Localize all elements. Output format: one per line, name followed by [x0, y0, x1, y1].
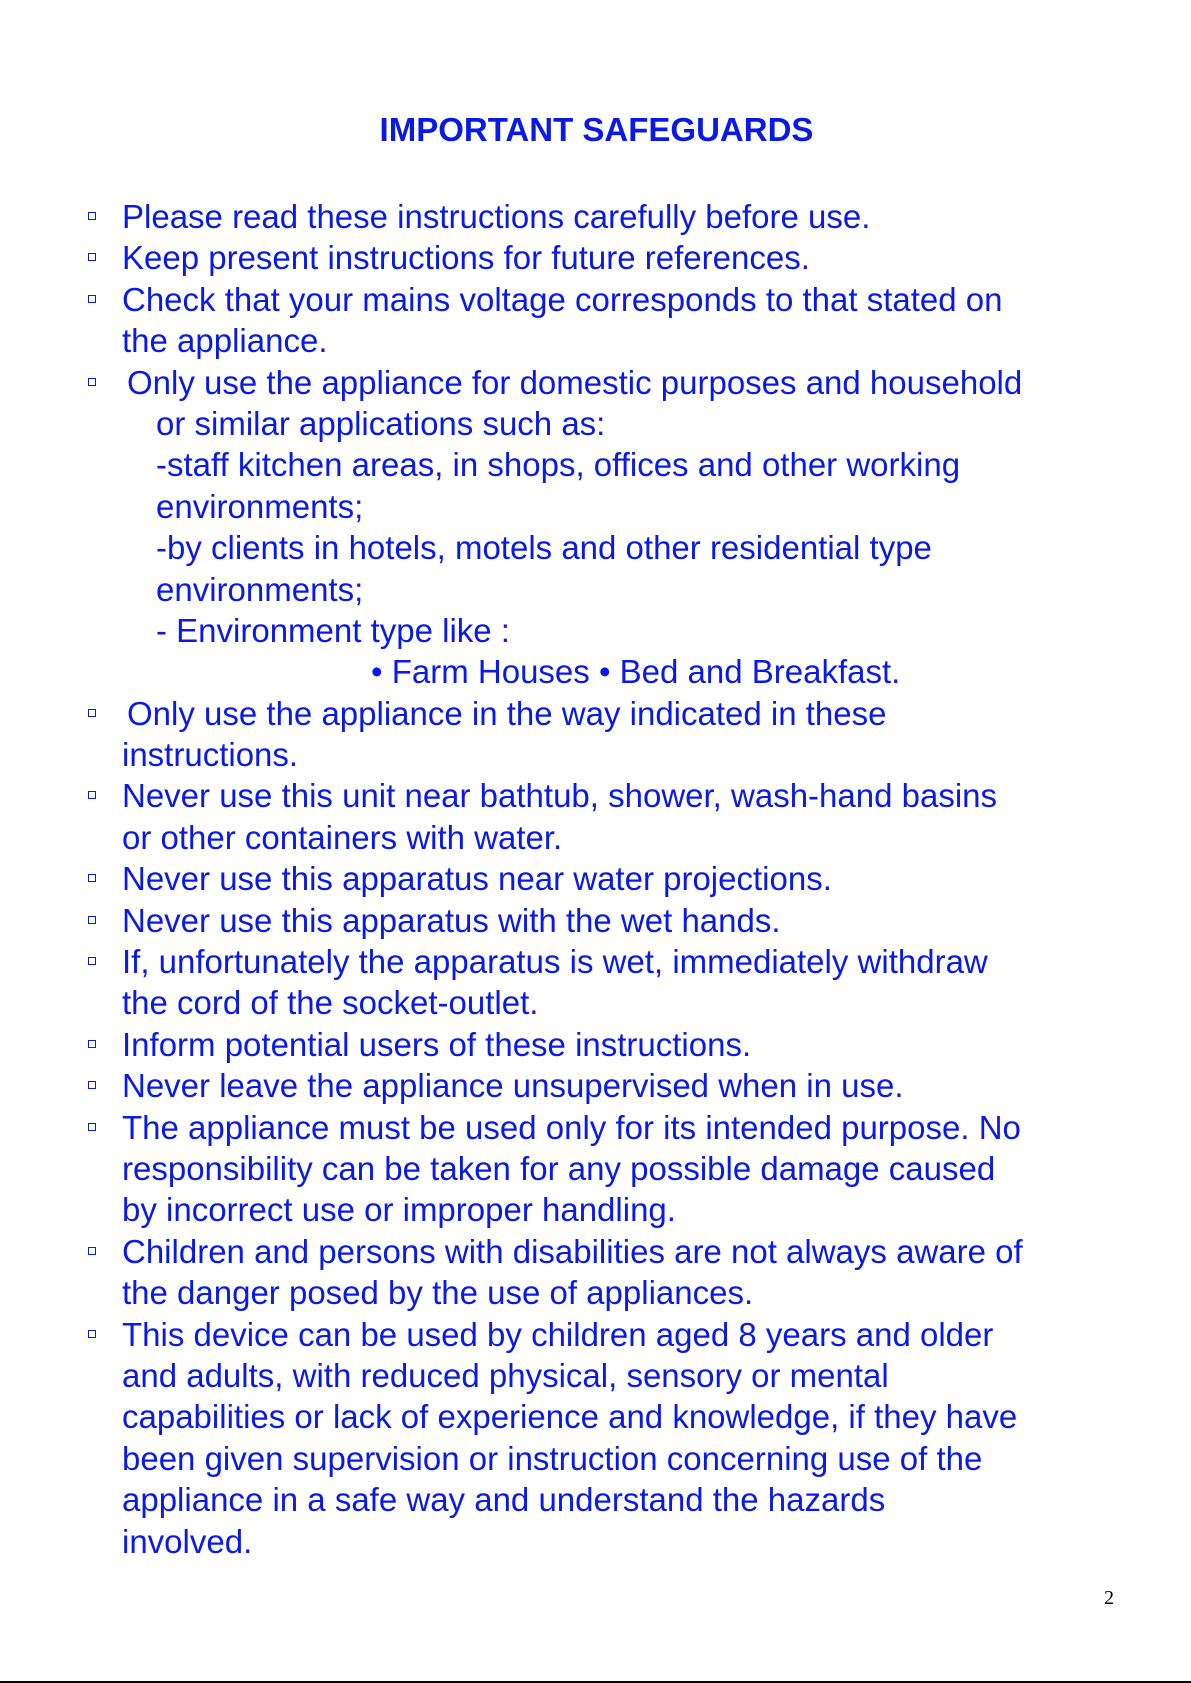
- list-item-continuation: [0, 1521, 1191, 1562]
- list-item-text: appliance in a safe way and understand the hazards: [122, 1481, 886, 1519]
- list-item: [0, 196, 1191, 237]
- sub-item-text: environments;: [156, 487, 364, 525]
- list-item-text: involved.: [122, 1522, 253, 1560]
- list-item: [0, 237, 1191, 278]
- list-item: [0, 1107, 1191, 1148]
- list-item-text: the danger posed by the use of appliances.: [122, 1274, 754, 1312]
- square-bullet-icon: [88, 957, 96, 965]
- square-bullet-icon: [88, 791, 96, 799]
- environment-examples-text: • Farm Houses • Bed and Breakfast.: [371, 653, 901, 691]
- list-item: [0, 1065, 1191, 1106]
- list-item-text: Check that your mains voltage corresponds to that stated on: [122, 280, 1003, 318]
- list-item-continuation: [0, 1438, 1191, 1479]
- sub-item-text: -by clients in hotels, motels and other residential type: [156, 529, 932, 567]
- list-item-continuation: [0, 1355, 1191, 1396]
- square-bullet-icon: [88, 1330, 96, 1338]
- list-item-continuation: [0, 734, 1191, 775]
- sub-item: [0, 527, 1191, 568]
- list-item-text: If, unfortunately the apparatus is wet, immediately withdraw: [122, 943, 988, 981]
- list-item: [0, 1024, 1191, 1065]
- list-item: [0, 362, 1191, 403]
- list-item-text: capabilities or lack of experience and knowledge, if they have: [122, 1398, 1018, 1436]
- square-bullet-icon: [88, 874, 96, 882]
- list-item-text: and adults, with reduced physical, sensory or mental: [122, 1356, 889, 1394]
- sub-item-continuation: [0, 486, 1191, 527]
- sub-item-text: environments;: [156, 570, 364, 608]
- list-item-text: Inform potential users of these instructions.: [122, 1025, 752, 1063]
- list-item-text: been given supervision or instruction concerning use of the: [122, 1439, 983, 1477]
- list-item-text: or similar applications such as:: [156, 404, 606, 442]
- page-number: 2: [1104, 1587, 1114, 1609]
- sub-item-continuation: [0, 569, 1191, 610]
- list-item-text: Never use this apparatus with the wet hands.: [122, 901, 781, 939]
- list-item-text: instructions.: [122, 736, 299, 774]
- list-item-text: Only use the appliance in the way indicated in these: [127, 694, 887, 732]
- list-item-text: This device can be used by children aged 8 years and older: [122, 1315, 994, 1353]
- list-item-continuation: [0, 1479, 1191, 1520]
- square-bullet-icon: [88, 1123, 96, 1131]
- list-item-text: Only use the appliance for domestic purposes and household: [127, 363, 1023, 401]
- list-item-text: Never use this unit near bathtub, shower, wash-hand basins: [122, 777, 998, 815]
- list-item-continuation: [0, 1148, 1191, 1189]
- square-bullet-icon: [88, 1040, 96, 1048]
- list-item: [0, 941, 1191, 982]
- square-bullet-icon: [88, 212, 96, 220]
- square-bullet-icon: [88, 709, 96, 717]
- list-item-text: Keep present instructions for future references.: [122, 239, 810, 277]
- page-title: IMPORTANT SAFEGUARDS: [379, 111, 814, 148]
- square-bullet-icon: [88, 378, 96, 386]
- square-bullet-icon: [88, 295, 96, 303]
- square-bullet-icon: [88, 1081, 96, 1089]
- safeguards-list: [0, 196, 1191, 1562]
- list-item: [0, 1231, 1191, 1272]
- list-item-text: Never leave the appliance unsupervised when in use.: [122, 1067, 904, 1105]
- list-item-continuation: [0, 320, 1191, 361]
- sub-item-text: - Environment type like :: [156, 611, 510, 649]
- list-item-text: by incorrect use or improper handling.: [122, 1191, 676, 1229]
- list-item-text: responsibility can be taken for any possible damage caused: [122, 1149, 996, 1187]
- list-item: [0, 775, 1191, 816]
- sub-item: [0, 610, 1191, 651]
- square-bullet-icon: [88, 1247, 96, 1255]
- list-item-text: Children and persons with disabilities are not always aware of: [122, 1232, 1023, 1270]
- list-item-text: The appliance must be used only for its intended purpose. No: [122, 1108, 1021, 1146]
- list-item: [0, 858, 1191, 899]
- list-item-text: the appliance.: [122, 322, 328, 360]
- list-item-continuation: [0, 982, 1191, 1023]
- list-item-text: Please read these instructions carefully before use.: [122, 198, 871, 235]
- list-item-continuation: [0, 1272, 1191, 1313]
- sub-item: [0, 444, 1191, 485]
- list-item: [0, 900, 1191, 941]
- list-item-text: or other containers with water.: [122, 818, 563, 856]
- list-item: [0, 1314, 1191, 1355]
- list-item-continuation: [0, 403, 1191, 444]
- list-item-text: the cord of the socket-outlet.: [122, 984, 539, 1022]
- square-bullet-icon: [88, 916, 96, 924]
- list-item: [0, 693, 1191, 734]
- list-item: [0, 279, 1191, 320]
- sub-item-text: -staff kitchen areas, in shops, offices and other working: [156, 446, 961, 484]
- list-item-continuation: [0, 1189, 1191, 1230]
- environment-examples: [0, 651, 1191, 692]
- list-item-text: Never use this apparatus near water projections.: [122, 860, 832, 898]
- list-item-continuation: [0, 1396, 1191, 1437]
- list-item-continuation: [0, 817, 1191, 858]
- square-bullet-icon: [88, 253, 96, 261]
